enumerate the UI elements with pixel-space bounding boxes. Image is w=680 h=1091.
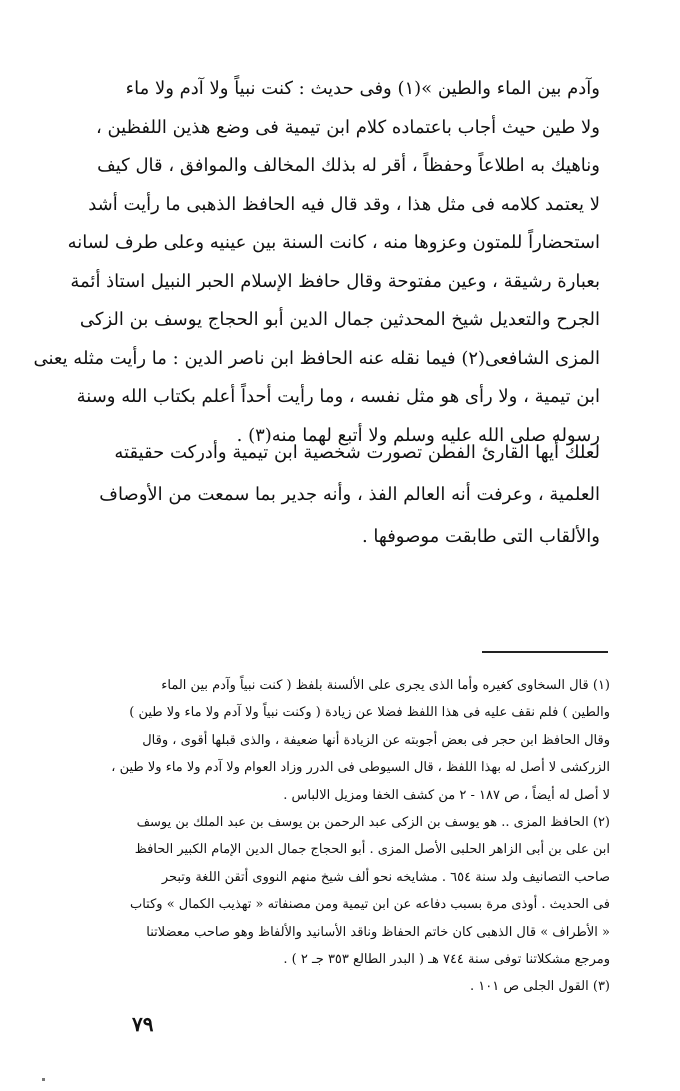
- main-text-line: وآدم بين الماء والطين »(١) وفى حديث : كنت نبياً ولا آدم ولا ماء: [125, 78, 600, 99]
- main-text-line: بعبارة رشيقة ، وعين مفتوحة وقال حافظ الإسلام الحبر النبيل استاذ أئمة: [70, 270, 600, 292]
- scan-dot: [42, 1078, 45, 1081]
- main-paragraph: [33, 70, 600, 455]
- footnote-line: « الأطراف » قال الذهبى كان خاتم الحفاظ وناقد الأسانيد والألفاظ وهو صاحب معضلاتنا: [146, 924, 610, 940]
- main-text-line: ابن تيمية ، ولا رأى هو مثل نفسه ، وما رأيت أحداً أعلم بكتاب الله وسنة: [76, 386, 600, 407]
- closing-paragraph: [99, 432, 600, 558]
- closing-text-line: العلمية ، وعرفت أنه العالم الفذ ، وأنه جدير بما سمعت من الأوصاف: [99, 484, 600, 505]
- closing-text-line: لعلك أيها القارئ الفطن تصورت شخصية ابن تيمية وأدركت حقيقته: [114, 442, 600, 463]
- footnote-line: (٣) القول الجلى ص ١٠١ .: [469, 979, 610, 995]
- main-text-line: رسوله صلى الله عليه وسلم ولا أتبع لهما منه(٣) .: [236, 424, 600, 446]
- footnote-line: (٢) الحافظ المزى .. هو يوسف بن الزكى عبد الرحمن بن يوسف بن عبد الملك بن يوسف: [136, 814, 610, 830]
- footnote-line: والطين ) فلم نقف عليه فى هذا اللفظ فضلا عن زيادة ( وكنت نبياً ولا آدم ولا ماء ولا طين ): [129, 705, 610, 721]
- main-text-line: لا يعتمد كلامه فى مثل هذا ، وقد قال فيه الحافظ الذهبى ما رأيت أشد: [88, 193, 600, 215]
- main-text-line: استحضاراً للمتون وعزوها منه ، كانت السنة بين عينيه وعلى طرف لسانه: [67, 232, 600, 253]
- footnote-separator: [482, 651, 608, 653]
- page-number: ٧٩: [132, 1012, 154, 1036]
- footnote-line: لا أصل له أيضاً ، ص ١٨٧ - ٢ من كشف الخفا ومزيل الالباس .: [283, 787, 610, 803]
- footnotes: [111, 672, 610, 1001]
- footnote-line: (١) قال السخاوى كغيره وأما الذى يجرى على الألسنة بلفظ ( كنت نبياً وآدم بين الماء: [161, 678, 610, 693]
- main-text-line: ولا طين حيث أجاب باعتماده كلام ابن تيمية فى وضع هذين اللفظين ،: [95, 116, 600, 138]
- main-text-line: الجرح والتعديل شيخ المحدثين جمال الدين أبو الحجاج يوسف بن الزكى: [79, 309, 600, 330]
- closing-text-line: والألقاب التى طابقت موصوفها .: [361, 526, 600, 547]
- footnote-line: صاحب التصانيف ولد سنة ٦٥٤ . مشايخه نحو ألف شيخ منهم النووى أتقن اللغة وتبحر: [161, 869, 610, 885]
- footnote-line: ابن على بن أبى الزاهر الحلبى الأصل المزى . أبو الحجاج جمال الدين الإمام الكبير الحافظ: [134, 842, 610, 858]
- footnote-line: الزركشى لا أصل له بهذا اللفظ ، قال السيوطى فى الدرر وزاد العوام ولا آدم ولا ماء ولا طين ،: [111, 760, 610, 776]
- footnote-line: وقال الحافظ ابن حجر فى بعض أجوبته عن الزيادة أنها ضعيفة ، والذى قبلها أقوى ، وقال: [142, 732, 610, 748]
- main-text-line: المزى الشافعى(٢) فيما نقله عنه الحافظ ابن ناصر الدين : ما رأيت مثله يعنى: [33, 347, 600, 369]
- footnote-line: فى الحديث . أوذى مرة بسبب دفاعه عن ابن تيمية ومن مصنفاته « تهذيب الكمال » وكتاب: [129, 897, 610, 913]
- footnote-line: ومرجع مشكلاتنا توفى سنة ٧٤٤ هـ ( البدر الطالع ٣٥٣ جـ ٢ ) .: [283, 951, 610, 967]
- main-text-line: وناهيك به اطلاعاً وحفظاً ، أقر له بذلك المخالف والموافق ، قال كيف: [97, 155, 600, 176]
